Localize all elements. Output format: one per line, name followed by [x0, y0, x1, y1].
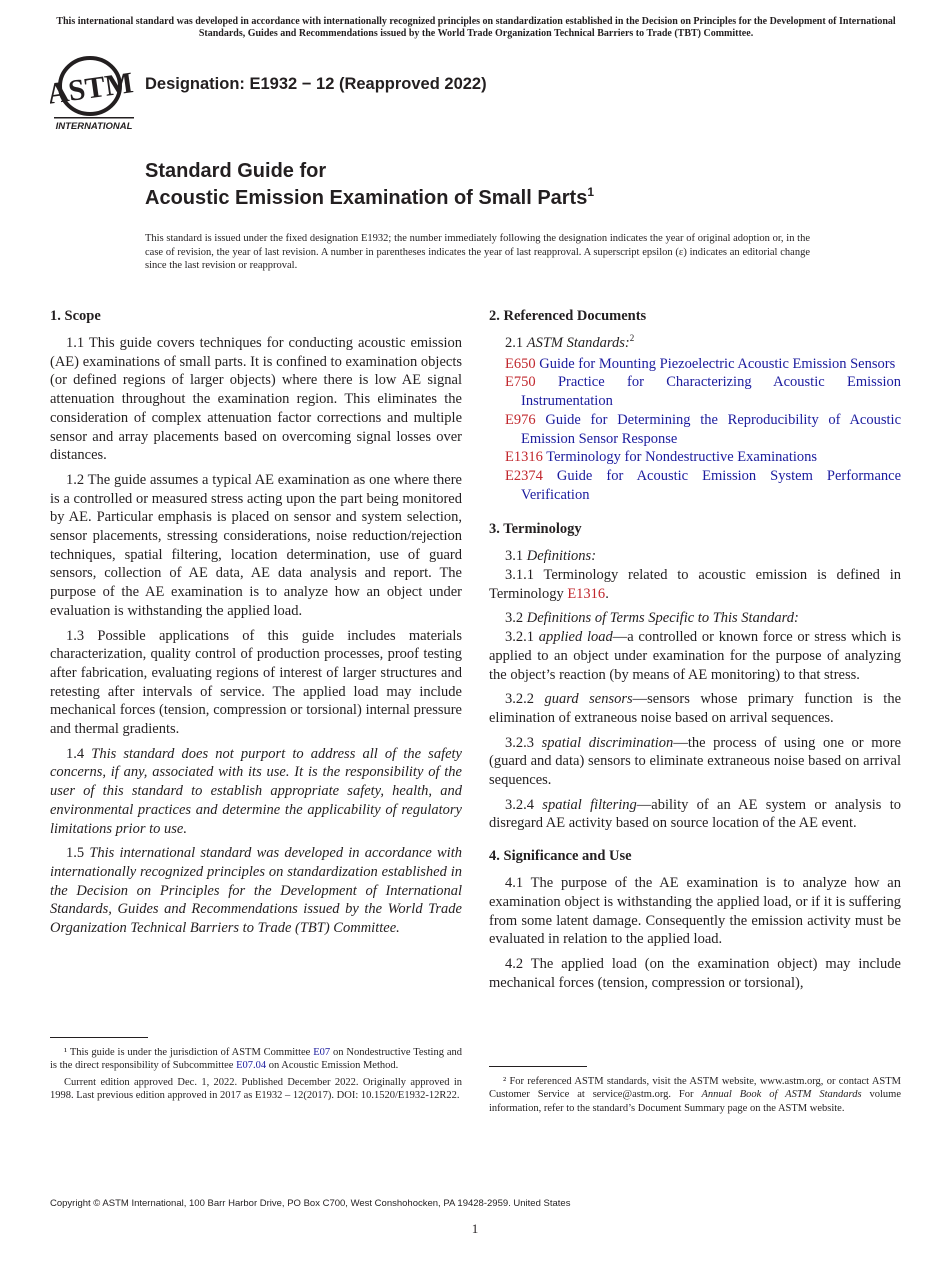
astm-standards-label: 2.1 ASTM Standards:$^2$ [505, 333, 635, 351]
link-e07[interactable]: E07 [313, 1047, 331, 1058]
footnote-1-a: ¹ This guide is under the jurisdiction of ASTM Committee E07 on Nondestructive Testing and is the direct responsibility of Subcommittee E07.04 on Acoustic Emission Method. [50, 1047, 462, 1072]
significance-4-2: 4.2 The applied load (on the examination object) may include mechanical forces (tension, compression or torsional), [489, 955, 901, 991]
ref-title[interactable]: Terminology for Nondestructive Examinations [546, 449, 818, 466]
left-column [50, 307, 462, 944]
svg-text:INTERNATIONAL: INTERNATIONAL [55, 121, 133, 132]
def-3-2-4: 3.2.4 spatial filtering—ability of an AE system or analysis to disregard AE activity based on source location of the AE event. [489, 796, 902, 832]
ref-item[interactable] [505, 373, 901, 410]
def-3-2-2: 3.2.2 guard sensors—sensors whose primary function is the elimination of extraneous noise based on arrival sequences. [489, 691, 902, 726]
specific-definitions-label: 3.2 Definitions of Terms Specific to This Standard: [505, 610, 799, 627]
significance-heading: 4. Significance and Use [489, 848, 632, 865]
ref-title[interactable]: Guide for Determining the Reproducibility of Acoustic Emission Sensor Response [521, 411, 901, 447]
header-notice: This international standard was developed in accordance with internationally recognized principles on standardization established in the Decision on Principles for the Development of International Standards, Guides and Recommendations issued by the World Trade Organization Technical Barriers to Trade (TBT) Committee. [56, 16, 896, 39]
refdocs-heading: 2. Referenced Documents [489, 308, 647, 324]
title-footnote-ref[interactable]: 1 [587, 185, 595, 199]
def-3-2-1: 3.2.1 applied load—a controlled or known force or stress which is applied to an object under examination for the purpose of analyzing the object’s reaction (by means of AE monitoring) to that stress. [489, 629, 901, 683]
ref-title[interactable]: Guide for Mounting Piezoelectric Acoustic Emission Sensors [539, 355, 896, 372]
footnote-2-ref[interactable]: 2 [629, 333, 635, 343]
ref-code[interactable]: E1316 [505, 449, 543, 466]
document-title [145, 158, 594, 212]
designation: Designation: E1932 − 12 (Reapproved 2022) [145, 75, 487, 93]
astm-logo-icon [50, 54, 136, 132]
significance-4-1: 4.1 The purpose of the AE examination is to analyze how an examination object is withstanding the applied load, or if it is suffering from some latent damage. Consequently the emission activity must be evaluated in relation to the applied load. [489, 875, 901, 948]
scope-1-5: 1.5 This international standard was developed in accordance with internationally recognized principles on standardization established in the Decision on Principles for the Development of International Standards, Guides and Recommendations issued by the World Trade Organization Technical Barriers to Trade (TBT) Committee. [50, 845, 462, 937]
ref-code[interactable]: E650 [505, 355, 536, 372]
page-number: 1 [471, 1221, 479, 1236]
ref-code[interactable]: E750 [505, 374, 536, 391]
svg-text:ASTM: ASTM [50, 66, 136, 111]
footnote-rule-left [50, 1037, 148, 1038]
def-3-1-1: 3.1.1 Terminology related to acoustic emission is defined in Terminology E1316. [489, 567, 901, 602]
ref-item[interactable] [505, 355, 901, 374]
issued-note: This standard is issued under the fixed designation E1932; the number immediately following the designation indicates the year of original adoption or, in the case of revision, the year of last revision. A number in parentheses indicates the year of last reapproval. A superscript epsilon (ε) indicates an editorial change since the last revision or reapproval. [145, 233, 810, 272]
ref-title[interactable]: Guide for Acoustic Emission System Performance Verification [521, 467, 902, 503]
scope-1-2: 1.2 The guide assumes a typical AE examination as one where there is a controlled or measured stress acting upon the part being monitored by AE. Particular emphasis is placed on sensor and system selection, sensor placements, stressing considerations, noise reduction/rejection techniques, spatial filtering, location determination, use of guard sensors, collection of AE data, AE data analysis and report. The purpose of the AE examination is to analyze how an object under evaluation is withstanding the applied load. [50, 471, 462, 619]
title-line-1: Standard Guide for [145, 160, 327, 182]
link-e07-04[interactable]: E07.04 [236, 1060, 267, 1072]
ref-code[interactable]: E976 [505, 411, 536, 428]
right-column [489, 307, 901, 998]
ref-item[interactable] [505, 448, 901, 467]
definitions-label: 3.1 Definitions: [505, 548, 597, 565]
footnote-2 [489, 1075, 901, 1118]
def-3-2-3: 3.2.3 spatial discrimination—the process of using one or more (guard and data) sensors to eliminate extraneous noise based on arrival sequences. [489, 734, 901, 789]
scope-1-1: 1.1 This guide covers techniques for conducting acoustic emission (AE) examinations of small parts. It is confined to examination objects (or defined regions of larger objects) where there is low AE signal attenuation throughout the examination region. This eliminates the consideration of complex attenuation factor corrections and multiple sensor and array placements based on overcoming signal losses over distances. [50, 335, 462, 464]
astm-logo [50, 54, 136, 132]
footnote-1-b: Current edition approved Dec. 1, 2022. Published December 2022. Originally approved in 1998. Last previous edition approved in 2017 as E1932 – 12(2017). DOI: 10.1520/E1932-12R22. [50, 1076, 462, 1102]
scope-1-4: 1.4 This standard does not purport to address all of the safety concerns, if any, associated with its use. It is the responsibility of the user of this standard to establish appropriate safety, health, and environmental practices and determine the applicability of regulatory limitations prior to use. [50, 745, 462, 837]
ref-code[interactable]: E2374 [505, 467, 543, 484]
ref-title[interactable]: Practice for Characterizing Acoustic Emission Instrumentation [521, 374, 901, 410]
scope-1-3: 1.3 Possible applications of this guide includes materials characterization, quality control of production processes, proof testing after fabrication, evaluating regions of interest of larger structures and retesting after intervals of service. The applied load may include mechanical forces (tension, compression or torsional) internal pressure and thermal gradients. [50, 627, 462, 738]
ref-item[interactable] [505, 467, 901, 504]
footnote-1 [50, 1046, 462, 1106]
copyright-line: Copyright © ASTM International, 100 Barr Harbor Drive, PO Box C700, West Conshohocken, PA 19428-2959. United States [50, 1198, 571, 1209]
title-line-2: Acoustic Emission Examination of Small Parts$^1$ [145, 185, 595, 209]
footnote-rule-right [489, 1066, 587, 1067]
link-e1316[interactable]: E1316 [567, 585, 606, 602]
ref-item[interactable] [505, 411, 901, 448]
footnote-2-text: ² For referenced ASTM standards, visit the ASTM website, www.astm.org, or contact ASTM Customer Service at service@astm.org. For Annual Book of ASTM Standards volume information, refer to the standard’s Document Summary page on the ASTM website. [489, 1076, 901, 1114]
scope-heading: 1. Scope [50, 308, 101, 324]
terminology-heading: 3. Terminology [489, 521, 582, 538]
